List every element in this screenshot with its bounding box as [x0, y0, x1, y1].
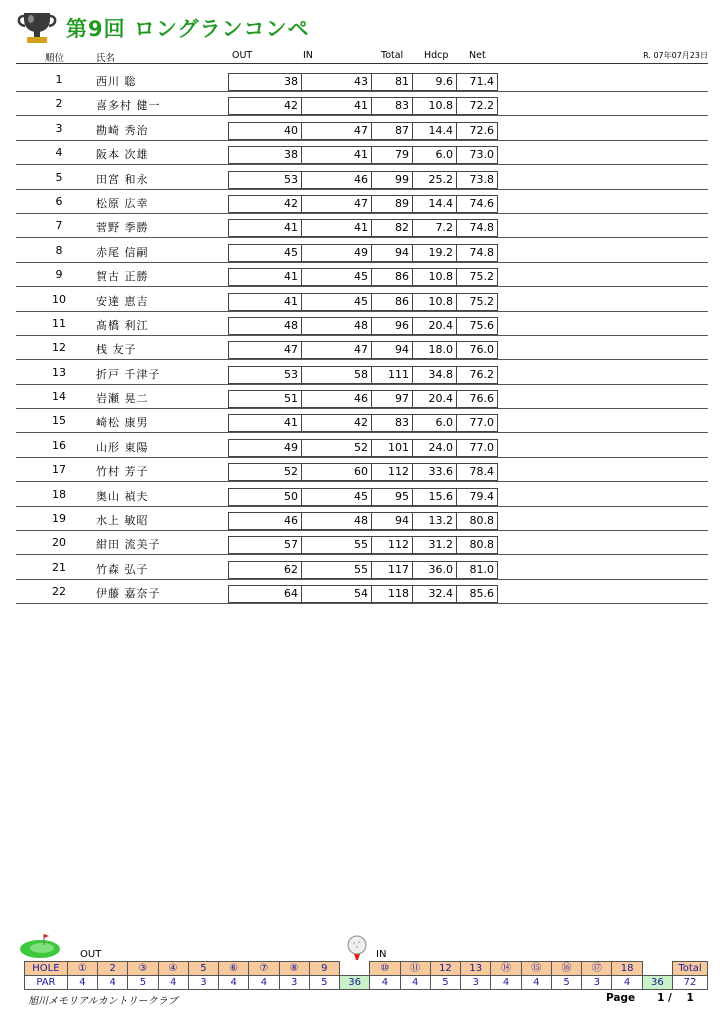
in-score: 48	[301, 318, 371, 334]
hole-gap	[642, 962, 672, 976]
player-name: 賀古 正勝	[96, 270, 149, 284]
handicap: 24.0	[412, 440, 456, 456]
hole-par: 4	[67, 976, 97, 990]
net-score: 75.2	[456, 294, 497, 310]
handicap: 20.4	[412, 391, 456, 407]
rank-cell: 8	[55, 243, 63, 257]
rank-cell: 3	[55, 121, 63, 135]
total-score: 79	[371, 147, 412, 163]
page-current: 1	[657, 992, 665, 1004]
in-score: 47	[301, 123, 371, 139]
net-score: 81.0	[456, 562, 497, 578]
score-cells	[228, 195, 498, 213]
hole-par: 3	[279, 976, 309, 990]
row-divider	[16, 579, 708, 580]
row-divider	[16, 359, 708, 360]
in-score: 49	[301, 245, 371, 261]
hole-par: 4	[158, 976, 188, 990]
rank-cell: 13	[52, 365, 66, 379]
row-divider	[16, 164, 708, 165]
handicap: 10.8	[412, 269, 456, 285]
net-score: 74.6	[456, 196, 497, 212]
in-score: 47	[301, 196, 371, 212]
hole-number: 2	[98, 962, 128, 976]
total-label: Total	[673, 962, 708, 976]
rank-cell: 16	[52, 438, 66, 452]
header-out: OUT	[232, 50, 253, 61]
rank-cell: 17	[52, 463, 66, 477]
total-score: 94	[371, 245, 412, 261]
in-score: 52	[301, 440, 371, 456]
table-row	[0, 265, 724, 289]
row-divider	[16, 311, 708, 312]
handicap: 14.4	[412, 196, 456, 212]
row-divider	[16, 335, 708, 336]
page-label: Page	[606, 992, 636, 1004]
net-score: 73.8	[456, 172, 497, 188]
hole-number: ⑭	[491, 962, 521, 976]
total-score: 83	[371, 98, 412, 114]
hole-par: 4	[249, 976, 279, 990]
table-row	[0, 485, 724, 509]
hole-number: ⑮	[521, 962, 551, 976]
table-row	[0, 363, 724, 387]
net-score: 76.6	[456, 391, 497, 407]
out-score: 42	[284, 99, 298, 113]
player-name: 勘崎 秀治	[96, 123, 149, 137]
player-name: 赤尾 信嗣	[96, 245, 149, 259]
net-score: 78.4	[456, 464, 497, 480]
hole-par: 4	[98, 976, 128, 990]
hole-par: 5	[309, 976, 339, 990]
out-score: 46	[284, 514, 298, 528]
out-score: 40	[284, 123, 298, 137]
trophy-icon	[14, 11, 60, 45]
row-divider	[16, 384, 708, 385]
hole-par: 4	[219, 976, 249, 990]
header-in: IN	[303, 50, 313, 61]
out-score: 48	[284, 318, 298, 332]
net-score: 79.4	[456, 489, 497, 505]
in-score: 55	[301, 537, 371, 553]
row-divider	[16, 140, 708, 141]
player-name: 西川 聡	[96, 75, 137, 88]
in-score: 47	[301, 342, 371, 358]
hole-number: ④	[158, 962, 188, 976]
hole-par: 4	[521, 976, 551, 990]
score-cells	[228, 97, 498, 115]
score-cells	[228, 73, 498, 91]
total-score: 101	[371, 440, 412, 456]
handicap: 31.2	[412, 537, 456, 553]
hole-par: 4	[370, 976, 400, 990]
scorecard-table	[24, 961, 708, 990]
hole-label: HOLE	[25, 962, 68, 976]
net-score: 74.8	[456, 245, 497, 261]
handicap: 6.0	[412, 415, 456, 431]
row-divider	[16, 408, 708, 409]
score-cells	[228, 512, 498, 530]
hole-par: 3	[461, 976, 491, 990]
hole-number: ⑯	[551, 962, 581, 976]
handicap: 34.8	[412, 367, 456, 383]
net-score: 72.6	[456, 123, 497, 139]
header-divider	[16, 63, 708, 64]
total-score: 89	[371, 196, 412, 212]
out-label: OUT	[80, 949, 102, 960]
handicap: 9.6	[412, 74, 456, 90]
table-row	[0, 168, 724, 192]
player-name: 岩瀬 晃二	[96, 392, 149, 406]
total-score: 82	[371, 220, 412, 236]
total-score: 87	[371, 123, 412, 139]
player-name: 松原 広幸	[96, 196, 149, 210]
score-cells	[228, 536, 498, 554]
player-name: 伊藤 嘉奈子	[96, 587, 161, 601]
table-row	[0, 192, 724, 216]
table-row	[0, 70, 724, 94]
score-cells	[228, 317, 498, 335]
hole-number: ⑩	[370, 962, 400, 976]
player-name: 竹村 芳子	[96, 465, 149, 479]
total-score: 94	[371, 513, 412, 529]
in-score: 42	[301, 415, 371, 431]
net-score: 77.0	[456, 415, 497, 431]
row-divider	[16, 457, 708, 458]
course-name: 旭川メモリアルカントリークラブ	[28, 996, 178, 1007]
hole-par: 4	[491, 976, 521, 990]
score-cells	[228, 390, 498, 408]
rank-cell: 10	[52, 292, 66, 306]
out-score: 41	[284, 270, 298, 284]
table-row	[0, 387, 724, 411]
golf-green-icon	[18, 932, 68, 960]
row-divider	[16, 262, 708, 263]
in-score: 60	[301, 464, 371, 480]
handicap: 33.6	[412, 464, 456, 480]
in-score: 45	[301, 294, 371, 310]
row-divider	[16, 432, 708, 433]
handicap: 15.6	[412, 489, 456, 505]
row-divider	[16, 286, 708, 287]
net-score: 72.2	[456, 98, 497, 114]
score-cells	[228, 244, 498, 262]
hole-par: 4	[612, 976, 642, 990]
rank-cell: 5	[55, 170, 63, 184]
rank-cell: 14	[52, 390, 66, 404]
score-cells	[228, 268, 498, 286]
net-score: 77.0	[456, 440, 497, 456]
player-name: 山形 東陽	[96, 440, 149, 454]
player-name: 喜多村 健一	[96, 99, 161, 113]
in-score: 48	[301, 513, 371, 529]
player-name: 紺田 流美子	[96, 538, 161, 552]
rank-cell: 22	[52, 585, 66, 599]
table-row	[0, 314, 724, 338]
score-cells	[228, 488, 498, 506]
rank-cell: 19	[52, 512, 66, 526]
player-name: 崎松 康男	[96, 416, 149, 430]
rank-cell: 18	[52, 487, 66, 501]
hole-par: 5	[551, 976, 581, 990]
score-cells	[228, 463, 498, 481]
table-row	[0, 533, 724, 557]
table-row	[0, 460, 724, 484]
out-score: 53	[284, 367, 298, 381]
row-divider	[16, 189, 708, 190]
in-score: 41	[301, 147, 371, 163]
net-score: 75.2	[456, 269, 497, 285]
rank-cell: 1	[55, 73, 63, 86]
header-net: Net	[469, 50, 486, 61]
handicap: 10.8	[412, 98, 456, 114]
hole-number: ③	[128, 962, 158, 976]
rank-cell: 15	[52, 414, 66, 428]
handicap: 20.4	[412, 318, 456, 334]
total-score: 99	[371, 172, 412, 188]
score-cells	[228, 414, 498, 432]
rank-cell: 12	[52, 341, 66, 355]
in-score: 41	[301, 220, 371, 236]
row-divider	[16, 554, 708, 555]
score-cells	[228, 219, 498, 237]
total-par: 72	[673, 976, 708, 990]
in-score: 43	[301, 74, 371, 90]
table-row	[0, 143, 724, 167]
rank-cell: 7	[55, 219, 63, 233]
header-rank: 順位	[45, 53, 65, 64]
handicap: 18.0	[412, 342, 456, 358]
player-name: 田宮 和永	[96, 172, 149, 186]
total-score: 83	[371, 415, 412, 431]
in-score: 45	[301, 269, 371, 285]
score-cells	[228, 341, 498, 359]
total-score: 118	[371, 586, 412, 602]
hole-gap	[339, 962, 369, 976]
player-name: 桟 友子	[96, 343, 137, 357]
hole-number: ⑰	[582, 962, 612, 976]
handicap: 10.8	[412, 294, 456, 310]
out-score: 57	[284, 538, 298, 552]
handicap: 6.0	[412, 147, 456, 163]
out-score: 41	[284, 416, 298, 430]
score-cells	[228, 366, 498, 384]
page-total: 1	[686, 992, 694, 1004]
out-score: 47	[284, 343, 298, 357]
total-score: 95	[371, 489, 412, 505]
out-score: 51	[284, 392, 298, 406]
player-name: 竹森 弘子	[96, 562, 149, 576]
out-score: 64	[284, 587, 298, 601]
rank-cell: 21	[52, 560, 66, 574]
table-row	[0, 582, 724, 606]
table-row	[0, 241, 724, 265]
player-name: 安達 恵吉	[96, 294, 149, 308]
hole-number: 18	[612, 962, 642, 976]
player-name: 菅野 季勝	[96, 221, 149, 235]
out-score: 53	[284, 172, 298, 186]
out-score: 41	[284, 221, 298, 235]
in-score: 58	[301, 367, 371, 383]
hole-number: ⑦	[249, 962, 279, 976]
player-name: 水上 敏昭	[96, 514, 149, 528]
handicap: 19.2	[412, 245, 456, 261]
in-score: 46	[301, 172, 371, 188]
in-par-total: 36	[642, 976, 672, 990]
in-score: 55	[301, 562, 371, 578]
out-score: 42	[284, 196, 298, 210]
row-divider	[16, 115, 708, 116]
title-row	[14, 10, 310, 46]
total-score: 86	[371, 269, 412, 285]
out-score: 49	[284, 440, 298, 454]
table-row	[0, 290, 724, 314]
hole-number: ①	[67, 962, 97, 976]
out-score: 41	[284, 294, 298, 308]
row-divider	[16, 603, 708, 604]
table-row	[0, 411, 724, 435]
hole-number: ⑪	[400, 962, 430, 976]
score-cells	[228, 561, 498, 579]
rank-cell: 20	[52, 536, 66, 550]
hole-number: 9	[309, 962, 339, 976]
page-indicator	[606, 992, 694, 1004]
rank-cell: 2	[55, 97, 63, 111]
rank-cell: 6	[55, 194, 63, 208]
player-name: 奥山 禎夫	[96, 489, 149, 503]
hole-row	[25, 962, 708, 976]
header-name: 氏名	[96, 53, 116, 64]
table-row	[0, 119, 724, 143]
hole-number: 12	[430, 962, 460, 976]
total-score: 97	[371, 391, 412, 407]
hole-number: ⑥	[219, 962, 249, 976]
table-header	[0, 50, 724, 64]
out-score: 38	[284, 75, 298, 88]
page-separator: /	[668, 992, 672, 1004]
out-par-total: 36	[339, 976, 369, 990]
handicap: 32.4	[412, 586, 456, 602]
score-cells	[228, 293, 498, 311]
net-score: 75.6	[456, 318, 497, 334]
net-score: 85.6	[456, 586, 497, 602]
out-score: 45	[284, 245, 298, 259]
total-score: 112	[371, 464, 412, 480]
hole-par: 3	[188, 976, 218, 990]
golf-ball-icon	[344, 934, 370, 964]
table-row	[0, 509, 724, 533]
player-name: 阪本 次雄	[96, 148, 149, 162]
handicap: 36.0	[412, 562, 456, 578]
net-score: 71.4	[456, 74, 497, 90]
print-date: R. 07年07月23日	[643, 51, 708, 60]
hole-par: 4	[400, 976, 430, 990]
net-score: 74.8	[456, 220, 497, 236]
table-row	[0, 558, 724, 582]
total-score: 86	[371, 294, 412, 310]
par-label: PAR	[25, 976, 68, 990]
rank-cell: 4	[55, 146, 63, 160]
handicap: 14.4	[412, 123, 456, 139]
rank-cell: 11	[52, 316, 66, 330]
hole-par: 5	[128, 976, 158, 990]
par-row	[25, 976, 708, 990]
hole-number: 5	[188, 962, 218, 976]
net-score: 76.2	[456, 367, 497, 383]
total-score: 94	[371, 342, 412, 358]
in-label: IN	[376, 949, 387, 960]
table-row	[0, 338, 724, 362]
out-score: 50	[284, 489, 298, 503]
in-score: 45	[301, 489, 371, 505]
score-cells	[228, 122, 498, 140]
in-score: 46	[301, 391, 371, 407]
in-score: 41	[301, 98, 371, 114]
total-score: 81	[371, 74, 412, 90]
total-score: 117	[371, 562, 412, 578]
hole-number: ⑧	[279, 962, 309, 976]
handicap: 13.2	[412, 513, 456, 529]
player-name: 髙橋 利江	[96, 318, 149, 332]
header-hdcp: Hdcp	[424, 50, 449, 61]
row-divider	[16, 506, 708, 507]
row-divider	[16, 91, 708, 92]
hole-par: 5	[430, 976, 460, 990]
handicap: 25.2	[412, 172, 456, 188]
net-score: 80.8	[456, 537, 497, 553]
results-table	[0, 70, 724, 607]
score-cells	[228, 146, 498, 164]
total-score: 112	[371, 537, 412, 553]
total-score: 96	[371, 318, 412, 334]
out-score: 52	[284, 465, 298, 479]
row-divider	[16, 213, 708, 214]
row-divider	[16, 237, 708, 238]
page-title: 第9回 ロングランコンペ	[66, 17, 310, 41]
handicap: 7.2	[412, 220, 456, 236]
row-divider	[16, 530, 708, 531]
score-cells	[228, 439, 498, 457]
net-score: 73.0	[456, 147, 497, 163]
player-name: 折戸 千津子	[96, 367, 161, 381]
header-total: Total	[381, 50, 404, 61]
hole-par: 3	[582, 976, 612, 990]
net-score: 76.0	[456, 342, 497, 358]
table-row	[0, 94, 724, 118]
score-cells	[228, 171, 498, 189]
out-score: 62	[284, 562, 298, 576]
out-score: 38	[284, 148, 298, 162]
in-score: 54	[301, 586, 371, 602]
net-score: 80.8	[456, 513, 497, 529]
row-divider	[16, 481, 708, 482]
table-row	[0, 436, 724, 460]
score-cells	[228, 585, 498, 603]
table-row	[0, 216, 724, 240]
rank-cell: 9	[55, 268, 63, 282]
total-score: 111	[371, 367, 412, 383]
hole-number: 13	[461, 962, 491, 976]
